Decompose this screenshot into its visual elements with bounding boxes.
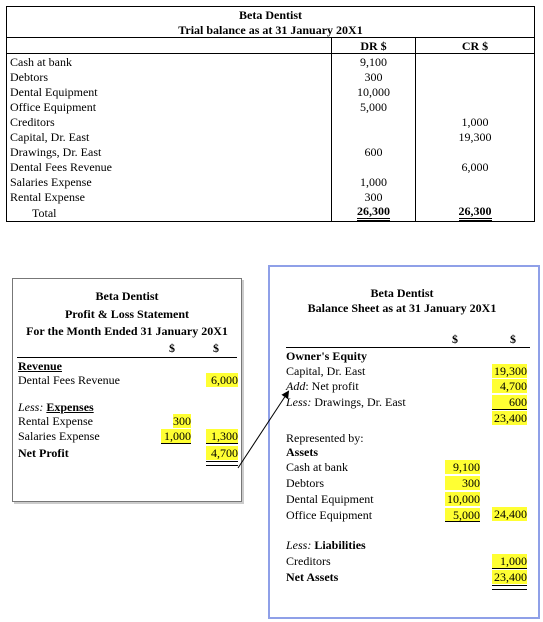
account-cell: Dental Fees Revenue xyxy=(7,159,332,174)
pl-total-expenses: 1,300 xyxy=(206,429,238,443)
bs-assets-heading: Assets xyxy=(286,445,318,459)
pl-revenue-item: Dental Fees Revenue xyxy=(18,373,120,387)
bs-assets-total: 24,400 xyxy=(494,507,527,521)
bs-less-prefix: Less: xyxy=(286,395,312,409)
cr-cell: 19,300 xyxy=(416,129,535,144)
pl-col2-header: $ xyxy=(213,341,219,355)
bs-asset-label: Cash at bank xyxy=(286,460,348,474)
bs-add-prefix: Add xyxy=(286,379,306,393)
pl-salaries-amount: 1,000 xyxy=(161,429,191,443)
total-dr: 26,300 xyxy=(357,205,390,221)
dr-cell: 300 xyxy=(332,69,416,84)
dr-cell: 600 xyxy=(332,144,416,159)
account-cell: Rental Expense xyxy=(7,189,332,204)
account-cell: Creditors xyxy=(7,114,332,129)
pl-less-prefix: Less: xyxy=(18,400,44,414)
bs-net-profit-label: : Net profit xyxy=(305,379,359,393)
bs-asset-amount: 9,100 xyxy=(445,460,480,474)
bs-net-profit-amount: 4,700 xyxy=(492,379,527,393)
cr-header: CR $ xyxy=(416,38,535,54)
bs-col1-header: $ xyxy=(452,332,458,346)
pl-expenses-heading: Expenses xyxy=(46,400,94,414)
bs-asset-label: Dental Equipment xyxy=(286,492,374,506)
bs-capital-label: Capital, Dr. East xyxy=(286,364,366,378)
bs-title: Balance Sheet as at 31 January 20X1 xyxy=(307,301,497,315)
account-cell: Cash at bank xyxy=(7,54,332,70)
trial-balance-subtitle: Trial balance as at 31 January 20X1 xyxy=(7,22,535,38)
dr-cell: 10,000 xyxy=(332,84,416,99)
bs-asset-label: Office Equipment xyxy=(286,508,373,522)
bs-creditors-amount: 1,000 xyxy=(492,554,527,568)
account-cell: Salaries Expense xyxy=(7,174,332,189)
pl-title: Profit & Loss Statement xyxy=(64,307,190,321)
pl-period: For the Month Ended 31 January 20X1 xyxy=(26,324,228,338)
dr-cell: 300 xyxy=(332,189,416,204)
bs-drawings-label: Drawings, Dr. East xyxy=(314,395,406,409)
total-label: Total xyxy=(7,204,332,222)
bs-represented-by: Represented by: xyxy=(286,431,364,445)
bs-asset-amount: 5,000 xyxy=(445,508,480,522)
account-cell: Office Equipment xyxy=(7,99,332,114)
dr-cell: 1,000 xyxy=(332,174,416,189)
account-cell: Capital, Dr. East xyxy=(7,129,332,144)
dr-header: DR $ xyxy=(332,38,416,54)
total-cr: 26,300 xyxy=(459,205,492,221)
bs-equity-heading: Owner's Equity xyxy=(286,349,368,363)
cr-cell: 1,000 xyxy=(416,114,535,129)
bs-asset-amount: 10,000 xyxy=(447,492,480,506)
bs-liabilities-heading: Liabilities xyxy=(314,538,366,552)
pl-net-profit-label: Net Profit xyxy=(18,446,69,460)
dr-cell: 9,100 xyxy=(332,54,416,70)
account-cell: Dental Equipment xyxy=(7,84,332,99)
pl-net-profit: 4,700 xyxy=(206,446,238,460)
pl-rental-label: Rental Expense xyxy=(18,414,93,428)
bs-asset-amount: 300 xyxy=(445,476,480,490)
bs-asset-label: Debtors xyxy=(286,476,324,490)
account-cell: Debtors xyxy=(7,69,332,84)
bs-creditors-label: Creditors xyxy=(286,554,331,568)
pl-revenue-amount: 6,000 xyxy=(206,373,238,387)
pl-col1-header: $ xyxy=(169,341,175,355)
bs-net-assets-label: Net Assets xyxy=(286,570,339,584)
bs-liabilities-prefix: Less: xyxy=(286,538,312,552)
pl-salaries-label: Salaries Expense xyxy=(18,429,100,443)
bs-equity-total: 23,400 xyxy=(494,411,527,425)
cr-cell: 6,000 xyxy=(416,159,535,174)
account-cell: Drawings, Dr. East xyxy=(7,144,332,159)
bs-col2-header: $ xyxy=(510,332,516,346)
trial-balance-company: Beta Dentist xyxy=(7,7,535,23)
pl-company: Beta Dentist xyxy=(95,289,159,303)
bs-company: Beta Dentist xyxy=(370,286,434,300)
pl-rental-amount: 300 xyxy=(173,414,191,428)
pl-revenue-heading: Revenue xyxy=(18,359,62,373)
bs-net-assets: 23,400 xyxy=(494,570,527,584)
bs-capital-amount: 19,300 xyxy=(494,364,527,378)
dr-cell: 5,000 xyxy=(332,99,416,114)
bs-drawings-amount: 600 xyxy=(492,395,527,409)
